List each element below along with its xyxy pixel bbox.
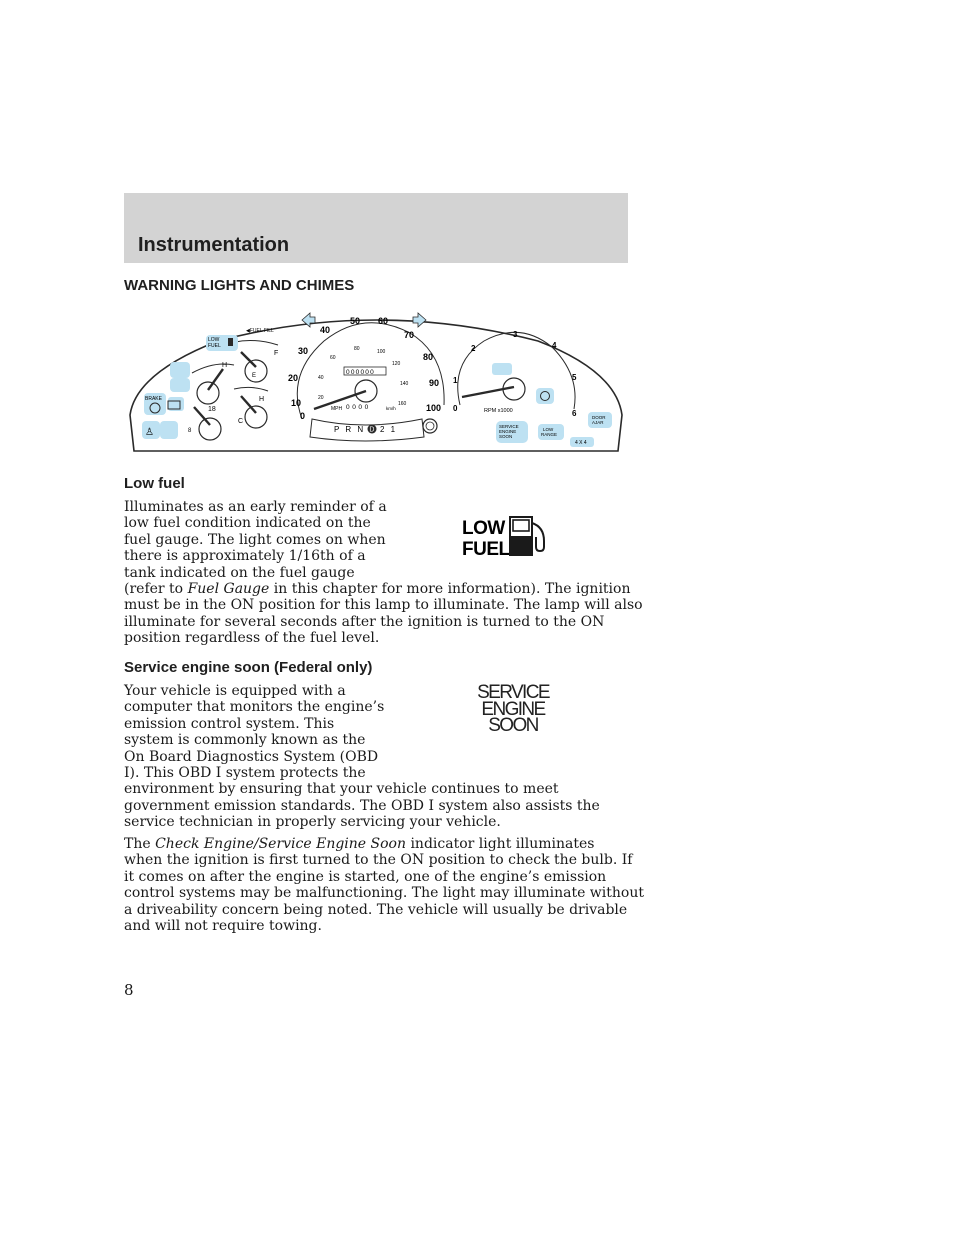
volt-high-mark: 18 — [208, 406, 216, 413]
mph-tick-60: 60 — [378, 316, 389, 326]
service-engine-paragraph-2: The Check Engine/Service Engine Soon indicator light illuminates when the ignition is first turned to the ON position to check the bulb. If it comes on after the engine is started, one of the engine’s emission control systems may be malfunctioning. The light may illuminate without a driveability concern being noted. The vehicle will usually be drivable and will not require towing. — [124, 836, 644, 935]
kmh-tick-20: 20 — [318, 395, 324, 401]
abs-lamp — [536, 388, 554, 404]
fuel-empty-mark-visible: E — [252, 373, 257, 379]
mph-tick-90: 90 — [429, 378, 440, 388]
header-band — [124, 193, 628, 263]
rpm-tick-0: 0 — [453, 404, 458, 413]
service-engine-soon-lamp — [496, 421, 528, 443]
low-fuel-icon-text-fuel: FUEL — [462, 539, 510, 559]
kmh-tick-120: 120 — [392, 361, 401, 367]
svg-text:SERVICE: SERVICE — [499, 424, 519, 429]
mph-tick-20: 20 — [288, 373, 299, 383]
prndl-drive: D — [369, 426, 375, 434]
mph-tick-40: 40 — [320, 325, 331, 335]
rpm-tick-1: 1 — [453, 376, 458, 385]
service-engine-paragraph-1: Your vehicle is equipped with a computer that monitors the engine’s emission control system. This system is commonly known as the On Board Diagnostics System (OBD I). This OBD I system protects the environment by ensuring that your vehicle continues to meet government emission standards. The OBD I system also assists the service technician in properly servicing your vehicle. — [124, 683, 600, 831]
svg-text:LOW: LOW — [543, 427, 554, 432]
svg-text:4 X 4: 4 X 4 — [575, 440, 587, 446]
kmh-unit: km/h — [386, 406, 396, 411]
instrument-cluster-svg — [128, 305, 624, 455]
service-engine-soon-icon: SERVICE ENGINE SOON — [477, 682, 549, 736]
svg-text:DOOR: DOOR — [592, 415, 606, 420]
mph-unit: MPH — [331, 406, 343, 412]
fuel-full-mark: F — [274, 350, 279, 357]
mph-tick-30: 30 — [298, 346, 309, 356]
mph-tick-50: 50 — [350, 316, 361, 326]
airbag-lamp — [160, 421, 178, 439]
kmh-tick-40: 40 — [318, 375, 324, 381]
mph-tick-100: 100 — [426, 403, 442, 413]
mph-tick-10: 10 — [291, 398, 302, 408]
page-title: Instrumentation — [138, 234, 290, 256]
oil-high-mark: H — [222, 362, 228, 369]
svg-text:♙: ♙ — [145, 427, 154, 438]
oil-lamp — [170, 378, 190, 392]
mph-tick-80: 80 — [423, 352, 434, 362]
volt-low-mark: 8 — [188, 428, 192, 434]
kmh-tick-140: 140 — [400, 381, 409, 387]
svg-text:SOON: SOON — [499, 434, 513, 439]
prndl-park-reverse-neutral: P R N — [334, 425, 366, 434]
four-by-four-lamp — [570, 437, 594, 447]
low-fuel-paragraph: Illuminates as an early reminder of a low fuel condition indicated on the fuel gauge. The light comes on when there is approximately 1/16th of a tank indicated on the fuel gauge (refer to Fuel Gauge in this chapter for more information). The ignition must be in the ON position for this lamp to illuminate. The lamp will also illuminate for several seconds after the ignition is turned to the ON position regardless of the fuel level. — [124, 499, 643, 647]
fuel-gauge-reference: Fuel Gauge — [187, 581, 270, 598]
odometer-digits: 000000 — [346, 369, 375, 376]
kmh-tick-100: 100 — [377, 349, 386, 355]
seatbelt-lamp — [142, 421, 160, 439]
prndl-low-gears: 2 1 — [380, 425, 398, 434]
door-ajar-lamp — [588, 412, 612, 428]
fuel-pump-icon — [510, 517, 544, 555]
low-range-lamp — [538, 424, 564, 440]
check-engine-reference: Check Engine/Service Engine Soon — [155, 836, 406, 852]
temp-cold-mark: C — [238, 418, 244, 425]
page-number: 8 — [124, 981, 134, 999]
svg-text:ENGINE: ENGINE — [499, 429, 517, 434]
section-heading: WARNING LIGHTS AND CHIMES — [124, 277, 355, 294]
instrument-cluster-illustration — [128, 305, 624, 455]
kmh-tick-60: 60 — [330, 355, 336, 361]
rpm-label: RPM x1000 — [484, 408, 513, 414]
svg-text:AJAR: AJAR — [592, 420, 604, 425]
service-engine-soon-heading: Service engine soon (Federal only) — [124, 659, 373, 676]
low-fuel-warning-icon — [458, 513, 550, 559]
brake-lamp — [144, 393, 166, 415]
svg-text:RANGE: RANGE — [541, 432, 558, 437]
rpm-tick-2: 2 — [471, 344, 476, 353]
headlamp-lamp — [492, 363, 512, 375]
low-fuel-lamp — [206, 335, 238, 351]
mph-tick-0: 0 — [300, 411, 306, 421]
svg-text:LOW: LOW — [208, 337, 220, 343]
svg-text:BRAKE: BRAKE — [145, 396, 162, 402]
rpm-tick-4: 4 — [552, 341, 557, 350]
mph-tick-70: 70 — [404, 330, 415, 340]
rpm-tick-5: 5 — [572, 373, 577, 382]
rpm-tick-3: 3 — [513, 330, 518, 339]
temp-hot-mark: H — [259, 396, 265, 403]
coolant-lamp — [170, 362, 190, 378]
svg-text:FUEL: FUEL — [208, 343, 221, 349]
rpm-tick-6: 6 — [572, 409, 577, 418]
kmh-tick-160: 160 — [398, 401, 407, 407]
fuel-fill-label: ◀FUEL FILL — [246, 328, 274, 334]
trip-digits: 0000 — [346, 404, 371, 411]
low-fuel-icon-text-low: LOW — [462, 518, 505, 539]
kmh-tick-80: 80 — [354, 346, 360, 352]
low-fuel-heading: Low fuel — [124, 475, 185, 492]
